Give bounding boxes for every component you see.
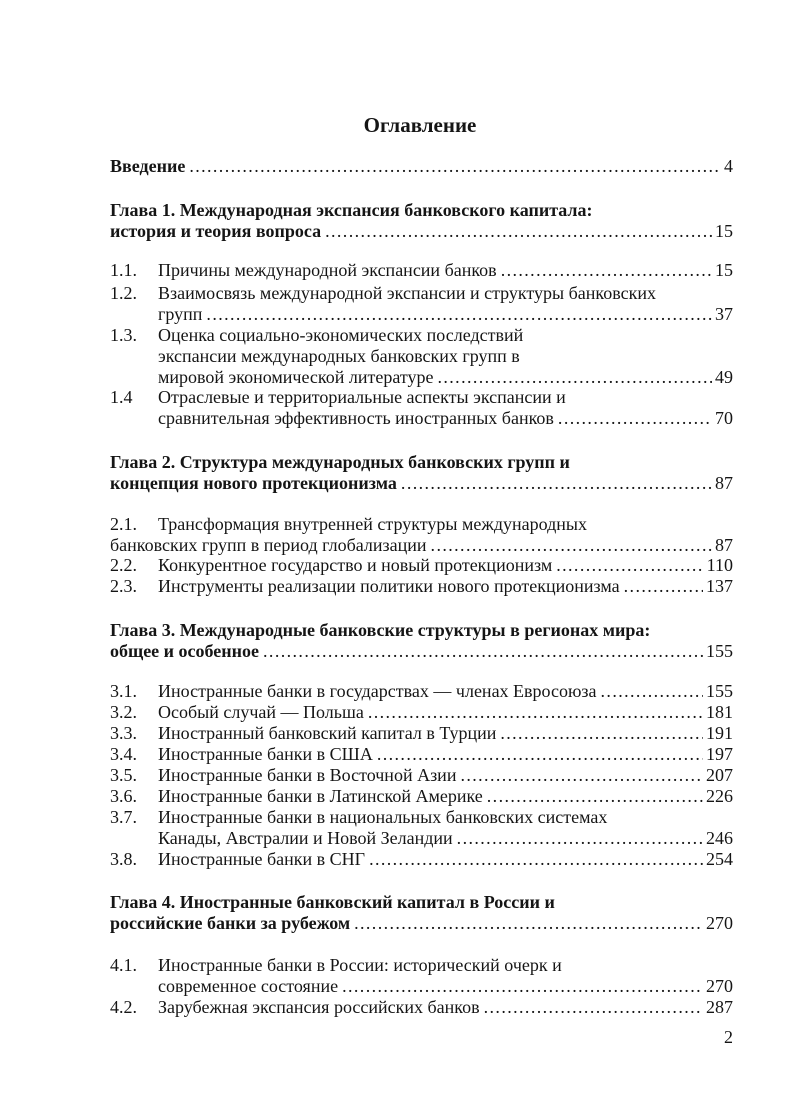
- section-number: 2.3.: [110, 576, 137, 596]
- dot-leader: [263, 641, 703, 662]
- section-number: 2.2.: [110, 555, 137, 575]
- section-title-row: [110, 408, 733, 429]
- section-title-row: [110, 744, 733, 765]
- chapter-title-line: Глава 3. Международные банковские структуры в регионах мира:: [110, 620, 651, 640]
- toc-intro: [110, 156, 733, 177]
- dot-leader: [624, 576, 703, 597]
- section-title-row: [110, 997, 733, 1018]
- section-title-line: Иностранные банки в России: исторический очерк и: [158, 955, 562, 975]
- section-title-line: Взаимосвязь международной экспансии и структуры банковских: [158, 283, 657, 303]
- section-number: 3.6.: [110, 786, 137, 806]
- toc-chapter-4: [110, 892, 733, 934]
- page-number: 110: [706, 555, 733, 575]
- page-number: 15: [715, 221, 733, 241]
- section-title-line: Иностранные банки в государствах — членах Евросоюза: [158, 681, 597, 701]
- page-number: 181: [706, 702, 733, 722]
- section-title-row: [110, 681, 733, 702]
- page-number: 37: [715, 304, 733, 324]
- page-number: 87: [715, 473, 733, 493]
- toc-section-4-1: [110, 955, 733, 997]
- chapter-title-line: общее и особенное: [110, 641, 260, 661]
- toc-section-2-1: [110, 514, 733, 556]
- section-title-row: [110, 828, 733, 849]
- page-number: 155: [706, 641, 733, 661]
- page-number: 15: [715, 260, 733, 280]
- section-number: 3.2.: [110, 702, 137, 722]
- section-title-line: Оценка социально-экономических последствий: [158, 325, 524, 345]
- chapter-title-row: [110, 221, 733, 242]
- section-title-line: Иностранный банковский капитал в Турции: [158, 723, 497, 743]
- toc-intro-row: [110, 156, 733, 177]
- section-title-line: мировой экономической литературе: [158, 367, 434, 387]
- dot-leader: [354, 913, 703, 934]
- toc-section-1-2: [110, 283, 733, 325]
- toc-chapter-1: [110, 200, 733, 242]
- section-number: 3.7.: [110, 807, 137, 827]
- section-number: 1.1.: [110, 260, 137, 280]
- page-number: 287: [706, 997, 733, 1017]
- section-number: 3.3.: [110, 723, 137, 743]
- section-title-row: [110, 786, 733, 807]
- section-number: 1.3.: [110, 325, 137, 345]
- toc-section-3-2: [110, 702, 733, 723]
- chapter-title-line: Глава 4. Иностранные банковский капитал в России и: [110, 892, 555, 912]
- dot-leader: [500, 723, 703, 744]
- section-title-line: Иностранные банки в США: [158, 744, 373, 764]
- chapter-title-line: Глава 1. Международная экспансия банковского капитала:: [110, 200, 593, 220]
- toc-chapter-3: [110, 620, 733, 662]
- section-title-line: Иностранные банки в СНГ: [158, 849, 366, 869]
- toc-section-3-4: [110, 744, 733, 765]
- section-title-line: Причины международной экспансии банков: [158, 260, 497, 280]
- section-title-row: [110, 976, 733, 997]
- section-title-row: [110, 576, 733, 597]
- page-number: 87: [715, 535, 733, 555]
- section-title-row: [110, 260, 733, 281]
- page-number: 155: [706, 681, 733, 701]
- toc-chapter-2: [110, 452, 733, 494]
- dot-leader: [487, 786, 703, 807]
- page-number: 137: [706, 576, 733, 596]
- section-title-line: Трансформация внутренней структуры международных: [158, 514, 587, 534]
- page-number: 70: [715, 408, 733, 428]
- chapter-title-row: [110, 473, 733, 494]
- page-number: 270: [706, 913, 733, 933]
- dot-leader: [377, 744, 703, 765]
- toc-section-2-2: [110, 555, 733, 576]
- section-number: 2.1.: [110, 514, 137, 534]
- page-number: 270: [706, 976, 733, 996]
- section-title-line: Отраслевые и территориальные аспекты экспансии и: [158, 387, 566, 407]
- section-title-row: [110, 723, 733, 744]
- page-number: 246: [706, 828, 733, 848]
- chapter-title-line: история и теория вопроса: [110, 221, 322, 241]
- section-title-line: Зарубежная экспансия российских банков: [158, 997, 480, 1017]
- dot-leader: [325, 221, 712, 242]
- chapter-title-line: Глава 2. Структура международных банковских групп и: [110, 452, 570, 472]
- section-title-row: [110, 765, 733, 786]
- page-number: 49: [715, 367, 733, 387]
- section-number: 1.2.: [110, 283, 137, 303]
- section-title-line: Иностранные банки в национальных банковских системах: [158, 807, 608, 827]
- page-title: Оглавление: [363, 113, 477, 137]
- section-number: 3.5.: [110, 765, 137, 785]
- section-title-line: экспансии международных банковских групп в: [158, 346, 520, 366]
- dot-leader: [556, 555, 703, 576]
- section-title-row: [110, 535, 733, 556]
- dot-leader: [457, 828, 703, 849]
- dot-leader: [189, 156, 721, 177]
- section-title-row: [110, 304, 733, 325]
- toc-section-3-6: [110, 786, 733, 807]
- section-number: 3.1.: [110, 681, 137, 701]
- section-title-line: Иностранные банки в Восточной Азии: [158, 765, 457, 785]
- section-title-line: Конкурентное государство и новый протекционизм: [158, 555, 553, 575]
- page-number: 197: [706, 744, 733, 764]
- toc-section-3-3: [110, 723, 733, 744]
- section-number: 4.2.: [110, 997, 137, 1017]
- dot-leader: [368, 702, 703, 723]
- chapter-title-row: [110, 913, 733, 934]
- document-page-number: 2: [724, 1027, 733, 1047]
- section-number: 3.8.: [110, 849, 137, 869]
- section-number: 4.1.: [110, 955, 137, 975]
- section-title-line: Канады, Австралии и Новой Зеландии: [158, 828, 453, 848]
- page-number: 254: [706, 849, 733, 869]
- section-title-line: Инструменты реализации политики нового протекционизма: [158, 576, 620, 596]
- toc-section-1-1: [110, 260, 733, 281]
- section-title-row: [110, 702, 733, 723]
- dot-leader: [342, 976, 703, 997]
- page-number: 207: [706, 765, 733, 785]
- toc-section-3-5: [110, 765, 733, 786]
- dot-leader: [401, 473, 712, 494]
- dot-leader: [558, 408, 712, 429]
- page-number: 226: [706, 786, 733, 806]
- dot-leader: [437, 367, 712, 388]
- dot-leader: [501, 260, 712, 281]
- page-number: 4: [724, 156, 733, 176]
- section-title-line: Иностранные банки в Латинской Америке: [158, 786, 483, 806]
- dot-leader: [206, 304, 712, 325]
- toc-section-2-3: [110, 576, 733, 597]
- intro-label: Введение: [110, 156, 186, 176]
- toc-section-4-2: [110, 997, 733, 1018]
- toc-section-3-8: [110, 849, 733, 870]
- chapter-title-line: российские банки за рубежом: [110, 913, 351, 933]
- toc-section-1-4: [110, 387, 733, 429]
- dot-leader: [369, 849, 703, 870]
- dot-leader: [431, 535, 712, 556]
- section-title-line: современное состояние: [158, 976, 339, 996]
- section-title-line: сравнительная эффективность иностранных банков: [158, 408, 554, 428]
- dot-leader: [460, 765, 703, 786]
- chapter-title-line: концепция нового протекционизма: [110, 473, 397, 493]
- section-title-line: банковских групп в период глобализации: [110, 535, 427, 555]
- section-title-row: [110, 849, 733, 870]
- dot-leader: [601, 681, 703, 702]
- toc-section-3-1: [110, 681, 733, 702]
- section-title-row: [110, 555, 733, 576]
- section-number: 1.4: [110, 387, 133, 407]
- toc-section-3-7: [110, 807, 733, 849]
- section-title-row: [110, 367, 733, 388]
- page-number: 191: [706, 723, 733, 743]
- chapter-title-row: [110, 641, 733, 662]
- toc-section-1-3: [110, 325, 733, 388]
- section-title-line: Особый случай — Польша: [158, 702, 364, 722]
- section-title-line: групп: [158, 304, 203, 324]
- dot-leader: [484, 997, 703, 1018]
- section-number: 3.4.: [110, 744, 137, 764]
